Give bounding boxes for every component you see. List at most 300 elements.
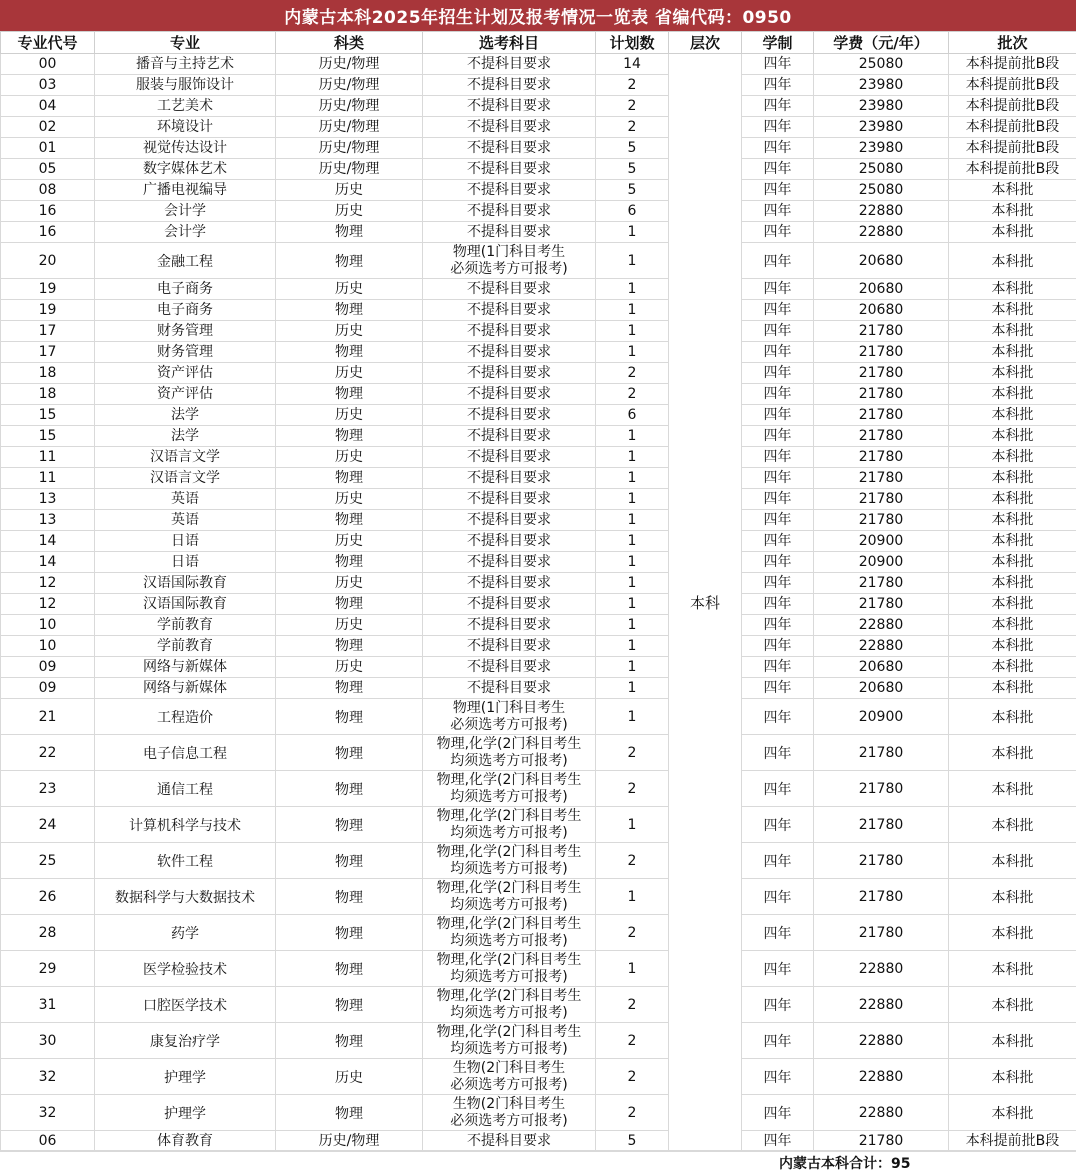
cell-category: 历史/物理 — [276, 75, 423, 96]
cell-years: 四年 — [742, 807, 814, 843]
cell-plan: 1 — [596, 678, 669, 699]
cell-major: 金融工程 — [95, 243, 276, 279]
cell-code: 19 — [1, 279, 95, 300]
cell-batch: 本科批 — [949, 735, 1076, 771]
cell-code: 18 — [1, 384, 95, 405]
cell-category: 物理 — [276, 426, 423, 447]
cell-major: 工艺美术 — [95, 96, 276, 117]
cell-major: 资产评估 — [95, 384, 276, 405]
cell-years: 四年 — [742, 201, 814, 222]
cell-plan: 2 — [596, 843, 669, 879]
header-batch: 批次 — [949, 32, 1076, 54]
cell-major: 护理学 — [95, 1059, 276, 1095]
cell-plan: 1 — [596, 615, 669, 636]
subject-line: 均须选考方可报考) — [423, 1005, 595, 1022]
cell-fee: 21780 — [814, 843, 949, 879]
cell-batch: 本科批 — [949, 342, 1076, 363]
cell-batch: 本科批 — [949, 363, 1076, 384]
table-row — [1, 636, 1076, 657]
cell-major: 英语 — [95, 510, 276, 531]
cell-code: 19 — [1, 300, 95, 321]
total-label: 内蒙古本科合计：95 — [779, 1153, 910, 1173]
table-row — [1, 342, 1076, 363]
cell-subjects — [423, 510, 596, 531]
cell-batch: 本科批 — [949, 468, 1076, 489]
cell-plan: 1 — [596, 657, 669, 678]
header-row — [1, 32, 1076, 54]
table-row — [1, 384, 1076, 405]
cell-level: 本科 — [669, 54, 742, 1152]
cell-batch: 本科批 — [949, 1059, 1076, 1095]
cell-plan: 1 — [596, 489, 669, 510]
table-row — [1, 222, 1076, 243]
table-body — [1, 54, 1076, 1152]
cell-subjects — [423, 54, 596, 75]
cell-major: 口腔医学技术 — [95, 987, 276, 1023]
cell-major: 康复治疗学 — [95, 1023, 276, 1059]
table-row — [1, 678, 1076, 699]
cell-years: 四年 — [742, 489, 814, 510]
table-row — [1, 54, 1076, 75]
cell-subjects — [423, 951, 596, 987]
cell-category: 物理 — [276, 243, 423, 279]
cell-subjects — [423, 1095, 596, 1131]
table-row — [1, 879, 1076, 915]
cell-category: 历史 — [276, 489, 423, 510]
subject-line: 不提科目要求 — [423, 182, 595, 199]
cell-fee: 25080 — [814, 180, 949, 201]
cell-code: 11 — [1, 447, 95, 468]
subject-line: 不提科目要求 — [423, 1133, 595, 1150]
cell-major: 英语 — [95, 489, 276, 510]
cell-major: 广播电视编导 — [95, 180, 276, 201]
cell-subjects — [423, 615, 596, 636]
table-row — [1, 75, 1076, 96]
cell-category: 物理 — [276, 807, 423, 843]
cell-subjects — [423, 1131, 596, 1152]
cell-code: 01 — [1, 138, 95, 159]
cell-years: 四年 — [742, 1059, 814, 1095]
cell-subjects — [423, 915, 596, 951]
cell-category: 物理 — [276, 879, 423, 915]
cell-subjects — [423, 531, 596, 552]
cell-subjects — [423, 300, 596, 321]
cell-batch: 本科提前批B段 — [949, 54, 1076, 75]
cell-fee: 21780 — [814, 735, 949, 771]
cell-category: 物理 — [276, 342, 423, 363]
cell-plan: 1 — [596, 807, 669, 843]
cell-subjects — [423, 321, 596, 342]
cell-category: 物理 — [276, 1023, 423, 1059]
subject-line: 必须选考方可报考) — [423, 1113, 595, 1130]
cell-subjects — [423, 807, 596, 843]
table-row — [1, 510, 1076, 531]
cell-plan: 2 — [596, 1059, 669, 1095]
subject-line: 不提科目要求 — [423, 533, 595, 550]
cell-major: 汉语国际教育 — [95, 573, 276, 594]
cell-major: 电子商务 — [95, 300, 276, 321]
subject-line: 物理,化学(2门科目考生 — [423, 844, 595, 861]
cell-subjects — [423, 552, 596, 573]
cell-subjects — [423, 573, 596, 594]
cell-fee: 23980 — [814, 117, 949, 138]
total-row — [0, 1150, 1076, 1172]
subject-line: 物理(1门科目考生 — [423, 700, 595, 717]
cell-major: 计算机科学与技术 — [95, 807, 276, 843]
table-row — [1, 243, 1076, 279]
enrollment-table — [0, 31, 1076, 1152]
cell-category: 历史 — [276, 180, 423, 201]
subject-line: 不提科目要求 — [423, 56, 595, 73]
cell-plan: 1 — [596, 342, 669, 363]
cell-batch: 本科提前批B段 — [949, 1131, 1076, 1152]
cell-fee: 22880 — [814, 951, 949, 987]
cell-years: 四年 — [742, 879, 814, 915]
cell-category: 历史/物理 — [276, 138, 423, 159]
cell-fee: 21780 — [814, 807, 949, 843]
cell-batch: 本科提前批B段 — [949, 117, 1076, 138]
cell-major: 法学 — [95, 405, 276, 426]
cell-years: 四年 — [742, 138, 814, 159]
cell-years: 四年 — [742, 342, 814, 363]
cell-major: 数据科学与大数据技术 — [95, 879, 276, 915]
cell-plan: 2 — [596, 771, 669, 807]
table-row — [1, 447, 1076, 468]
cell-batch: 本科批 — [949, 300, 1076, 321]
cell-category: 物理 — [276, 594, 423, 615]
cell-batch: 本科批 — [949, 405, 1076, 426]
subject-line: 物理,化学(2门科目考生 — [423, 952, 595, 969]
cell-years: 四年 — [742, 405, 814, 426]
cell-plan: 2 — [596, 915, 669, 951]
subject-line: 生物(2门科目考生 — [423, 1060, 595, 1077]
cell-category: 物理 — [276, 678, 423, 699]
cell-major: 日语 — [95, 531, 276, 552]
table-row — [1, 951, 1076, 987]
table-row — [1, 987, 1076, 1023]
cell-plan: 1 — [596, 594, 669, 615]
cell-fee: 20900 — [814, 552, 949, 573]
cell-years: 四年 — [742, 915, 814, 951]
table-row — [1, 300, 1076, 321]
cell-code: 10 — [1, 636, 95, 657]
subject-line: 不提科目要求 — [423, 386, 595, 403]
cell-plan: 1 — [596, 321, 669, 342]
cell-years: 四年 — [742, 1131, 814, 1152]
cell-plan: 1 — [596, 300, 669, 321]
cell-category: 物理 — [276, 987, 423, 1023]
cell-major: 体育教育 — [95, 1131, 276, 1152]
cell-fee: 21780 — [814, 405, 949, 426]
cell-major: 药学 — [95, 915, 276, 951]
cell-fee: 25080 — [814, 54, 949, 75]
cell-subjects — [423, 594, 596, 615]
cell-category: 历史/物理 — [276, 96, 423, 117]
cell-batch: 本科批 — [949, 771, 1076, 807]
cell-fee: 20680 — [814, 279, 949, 300]
cell-subjects — [423, 657, 596, 678]
subject-line: 不提科目要求 — [423, 77, 595, 94]
cell-fee: 22880 — [814, 615, 949, 636]
subject-line: 均须选考方可报考) — [423, 825, 595, 842]
cell-fee: 23980 — [814, 96, 949, 117]
cell-fee: 23980 — [814, 138, 949, 159]
cell-batch: 本科批 — [949, 279, 1076, 300]
cell-plan: 2 — [596, 96, 669, 117]
cell-batch: 本科批 — [949, 222, 1076, 243]
cell-years: 四年 — [742, 321, 814, 342]
cell-years: 四年 — [742, 159, 814, 180]
cell-batch: 本科批 — [949, 699, 1076, 735]
subject-line: 物理,化学(2门科目考生 — [423, 880, 595, 897]
cell-batch: 本科批 — [949, 531, 1076, 552]
cell-fee: 22880 — [814, 636, 949, 657]
cell-years: 四年 — [742, 384, 814, 405]
table-row — [1, 573, 1076, 594]
cell-fee: 22880 — [814, 1059, 949, 1095]
cell-code: 10 — [1, 615, 95, 636]
cell-subjects — [423, 342, 596, 363]
cell-years: 四年 — [742, 699, 814, 735]
cell-major: 资产评估 — [95, 363, 276, 384]
cell-subjects — [423, 117, 596, 138]
cell-category: 历史 — [276, 615, 423, 636]
cell-years: 四年 — [742, 468, 814, 489]
subject-line: 必须选考方可报考) — [423, 717, 595, 734]
cell-subjects — [423, 636, 596, 657]
cell-plan: 14 — [596, 54, 669, 75]
subject-line: 不提科目要求 — [423, 302, 595, 319]
cell-code: 31 — [1, 987, 95, 1023]
cell-batch: 本科批 — [949, 552, 1076, 573]
cell-category: 物理 — [276, 1095, 423, 1131]
cell-subjects — [423, 405, 596, 426]
cell-plan: 5 — [596, 1131, 669, 1152]
cell-major: 日语 — [95, 552, 276, 573]
cell-years: 四年 — [742, 510, 814, 531]
cell-plan: 1 — [596, 279, 669, 300]
cell-category: 历史 — [276, 279, 423, 300]
subject-line: 物理,化学(2门科目考生 — [423, 808, 595, 825]
cell-fee: 21780 — [814, 468, 949, 489]
cell-years: 四年 — [742, 735, 814, 771]
cell-batch: 本科批 — [949, 384, 1076, 405]
cell-fee: 22880 — [814, 201, 949, 222]
sheet-title: 内蒙古本科2025年招生计划及报考情况一览表 省编代码：0950 — [0, 0, 1076, 31]
subject-line: 不提科目要求 — [423, 203, 595, 220]
cell-category: 物理 — [276, 699, 423, 735]
cell-batch: 本科提前批B段 — [949, 75, 1076, 96]
cell-plan: 2 — [596, 735, 669, 771]
cell-major: 电子商务 — [95, 279, 276, 300]
cell-category: 物理 — [276, 222, 423, 243]
cell-fee: 21780 — [814, 447, 949, 468]
table-row — [1, 405, 1076, 426]
cell-years: 四年 — [742, 552, 814, 573]
cell-batch: 本科批 — [949, 510, 1076, 531]
cell-batch: 本科提前批B段 — [949, 96, 1076, 117]
cell-plan: 1 — [596, 447, 669, 468]
cell-code: 14 — [1, 552, 95, 573]
cell-code: 05 — [1, 159, 95, 180]
cell-years: 四年 — [742, 75, 814, 96]
cell-code: 11 — [1, 468, 95, 489]
cell-fee: 21780 — [814, 915, 949, 951]
header-major: 专业 — [95, 32, 276, 54]
cell-code: 15 — [1, 426, 95, 447]
cell-major: 医学检验技术 — [95, 951, 276, 987]
table-row — [1, 615, 1076, 636]
subject-line: 均须选考方可报考) — [423, 861, 595, 878]
cell-plan: 6 — [596, 405, 669, 426]
cell-batch: 本科批 — [949, 594, 1076, 615]
cell-fee: 20680 — [814, 300, 949, 321]
cell-years: 四年 — [742, 771, 814, 807]
table-row — [1, 180, 1076, 201]
subject-line: 不提科目要求 — [423, 470, 595, 487]
cell-category: 物理 — [276, 636, 423, 657]
cell-category: 历史 — [276, 573, 423, 594]
subject-line: 均须选考方可报考) — [423, 969, 595, 986]
cell-years: 四年 — [742, 573, 814, 594]
cell-fee: 25080 — [814, 159, 949, 180]
cell-category: 历史/物理 — [276, 117, 423, 138]
cell-code: 06 — [1, 1131, 95, 1152]
cell-years: 四年 — [742, 531, 814, 552]
cell-category: 物理 — [276, 951, 423, 987]
cell-fee: 20900 — [814, 699, 949, 735]
cell-code: 15 — [1, 405, 95, 426]
cell-code: 13 — [1, 489, 95, 510]
cell-major: 财务管理 — [95, 342, 276, 363]
cell-plan: 1 — [596, 510, 669, 531]
cell-fee: 21780 — [814, 342, 949, 363]
cell-category: 历史 — [276, 531, 423, 552]
table-row — [1, 138, 1076, 159]
subject-line: 不提科目要求 — [423, 281, 595, 298]
cell-category: 物理 — [276, 384, 423, 405]
cell-plan: 2 — [596, 1023, 669, 1059]
subject-line: 不提科目要求 — [423, 575, 595, 592]
cell-batch: 本科批 — [949, 1023, 1076, 1059]
subject-line: 不提科目要求 — [423, 224, 595, 241]
cell-category: 物理 — [276, 300, 423, 321]
cell-subjects — [423, 426, 596, 447]
cell-batch: 本科批 — [949, 987, 1076, 1023]
cell-category: 历史 — [276, 201, 423, 222]
table-row — [1, 117, 1076, 138]
table-row — [1, 657, 1076, 678]
cell-category: 物理 — [276, 771, 423, 807]
cell-batch: 本科批 — [949, 843, 1076, 879]
cell-fee: 21780 — [814, 879, 949, 915]
cell-major: 会计学 — [95, 222, 276, 243]
table-row — [1, 1023, 1076, 1059]
subject-line: 不提科目要求 — [423, 512, 595, 529]
cell-plan: 2 — [596, 117, 669, 138]
cell-code: 24 — [1, 807, 95, 843]
cell-years: 四年 — [742, 363, 814, 384]
subject-line: 不提科目要求 — [423, 119, 595, 136]
subject-line: 生物(2门科目考生 — [423, 1096, 595, 1113]
cell-plan: 1 — [596, 951, 669, 987]
subject-line: 不提科目要求 — [423, 596, 595, 613]
cell-batch: 本科批 — [949, 180, 1076, 201]
cell-fee: 21780 — [814, 573, 949, 594]
cell-plan: 2 — [596, 363, 669, 384]
cell-years: 四年 — [742, 447, 814, 468]
header-subjects: 选考科目 — [423, 32, 596, 54]
cell-major: 视觉传达设计 — [95, 138, 276, 159]
cell-subjects — [423, 1059, 596, 1095]
cell-subjects — [423, 771, 596, 807]
cell-category: 历史 — [276, 321, 423, 342]
cell-subjects — [423, 678, 596, 699]
table-row — [1, 489, 1076, 510]
cell-subjects — [423, 159, 596, 180]
cell-fee: 21780 — [814, 321, 949, 342]
cell-batch: 本科批 — [949, 1095, 1076, 1131]
cell-major: 网络与新媒体 — [95, 657, 276, 678]
cell-subjects — [423, 735, 596, 771]
cell-major: 法学 — [95, 426, 276, 447]
cell-category: 历史/物理 — [276, 1131, 423, 1152]
cell-major: 学前教育 — [95, 636, 276, 657]
cell-category: 物理 — [276, 843, 423, 879]
subject-line: 不提科目要求 — [423, 491, 595, 508]
cell-subjects — [423, 138, 596, 159]
subject-line: 均须选考方可报考) — [423, 789, 595, 806]
subject-line: 不提科目要求 — [423, 659, 595, 676]
subject-line: 不提科目要求 — [423, 617, 595, 634]
cell-fee: 21780 — [814, 771, 949, 807]
subject-line: 不提科目要求 — [423, 554, 595, 571]
cell-major: 汉语国际教育 — [95, 594, 276, 615]
cell-batch: 本科提前批B段 — [949, 138, 1076, 159]
cell-category: 物理 — [276, 915, 423, 951]
cell-fee: 21780 — [814, 426, 949, 447]
table-row — [1, 552, 1076, 573]
cell-years: 四年 — [742, 657, 814, 678]
header-fee: 学费（元/年） — [814, 32, 949, 54]
cell-code: 21 — [1, 699, 95, 735]
cell-category: 物理 — [276, 468, 423, 489]
cell-subjects — [423, 363, 596, 384]
cell-major: 通信工程 — [95, 771, 276, 807]
cell-code: 16 — [1, 222, 95, 243]
cell-batch: 本科批 — [949, 243, 1076, 279]
cell-category: 历史/物理 — [276, 54, 423, 75]
subject-line: 不提科目要求 — [423, 365, 595, 382]
cell-plan: 2 — [596, 384, 669, 405]
cell-plan: 1 — [596, 468, 669, 489]
subject-line: 物理,化学(2门科目考生 — [423, 916, 595, 933]
cell-major: 网络与新媒体 — [95, 678, 276, 699]
subject-line: 物理(1门科目考生 — [423, 244, 595, 261]
cell-code: 32 — [1, 1059, 95, 1095]
cell-code: 09 — [1, 678, 95, 699]
cell-batch: 本科批 — [949, 573, 1076, 594]
subject-line: 不提科目要求 — [423, 428, 595, 445]
subject-line: 必须选考方可报考) — [423, 261, 595, 278]
subject-line: 不提科目要求 — [423, 638, 595, 655]
cell-fee: 20680 — [814, 657, 949, 678]
cell-years: 四年 — [742, 180, 814, 201]
cell-code: 17 — [1, 321, 95, 342]
cell-years: 四年 — [742, 1095, 814, 1131]
cell-code: 28 — [1, 915, 95, 951]
cell-batch: 本科批 — [949, 426, 1076, 447]
